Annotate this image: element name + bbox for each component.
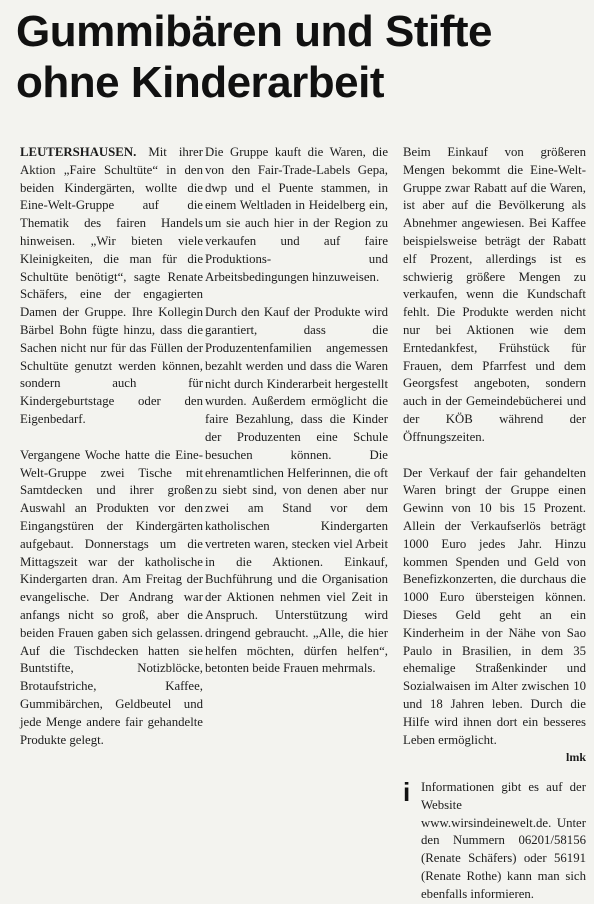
author-initials: lmk xyxy=(565,750,586,765)
article-paragraph-1 xyxy=(20,144,203,429)
info-text: Informationen gibt es auf der Website www.wirsindeinewelt.de. Unter den Nummern 06201/58156 (Renate Schäfers) oder 56191 (Renate Rothe) kann man sich ebenfalls informieren. xyxy=(421,780,586,901)
article-dateline: LEUTERSHAUSEN. xyxy=(20,145,137,159)
article-column-1 xyxy=(20,144,203,747)
article-paragraph-3: Die Gruppe kauft die Waren, die von den Fair-Trade-Labels Gepa, dwp und el Puente stammen, in einem Weltladen in Heidelberg ein, um sie auch hier in der Region zu verkaufen und auf faire Produktions- und Arbeitsbedingungen hinzuweisen. xyxy=(205,145,388,284)
article-paragraph-5: Beim Einkauf von größeren Mengen bekommt die Eine-Welt-Gruppe zwar Rabatt auf die Waren, ist aber auf die Bevölkerung als Abnehmer angewiesen. Bei Kaffee beispielsweise beträgt der Rabatt elf Prozent, allerdings ist es schwierig größere Mengen zu verkaufen, wenn die Kundschaft fehlt. Die Produkte werden nicht nur bei Aktionen wie dem Erntedankfest, Frühstück für Frauen, dem Pfarrfest und dem Georgsfest angeboten, sondern auch in der Gemeindebücherei und der KÖB während der Öffnungszeiten. xyxy=(403,145,586,444)
article-column-3 xyxy=(403,144,586,901)
paragraph-6-text: Der Verkauf der fair gehandelten Waren bringt der Gruppe einen Gewinn von 10 bis 15 Prozent. Allein der Verkaufserlös beträgt 1000 Euro jedes Jahr. Hinzu kommen Spenden und Geld von Benefizkonzerten, die durchaus die 1000 Euro übersteigen können. Dieses Geld geht an ein Kinderheim in der Nähe von Sao Paulo in Brasilien, in dem 35 ehemalige Straßenkinder und Sozialwaisen im Alter zwischen 10 und 18 Jahren leben. Durch die Hilfe wird ihnen dort ein besseres Leben ermöglicht. xyxy=(403,465,586,747)
article-column-2 xyxy=(205,144,388,714)
article-paragraph-6 xyxy=(403,465,586,768)
article-headline: Gummibären und Stifte ohne Kinderarbeit xyxy=(16,7,492,107)
info-box xyxy=(403,779,586,904)
article-paragraph-4: Durch den Kauf der Produkte wird garantiert, dass die Produzentenfamilien angemessen bezahlt werden und dass die Waren nicht durch Kinderarbeit hergestellt wurden. Außerdem ermöglicht die faire Bezahlung, dass die Kinder der Produzenten eine Schule besuchen können. Die ehrenamtlichen Helferinnen, die oft zu siebt sind, von denen aber nur zwei am Stand vor dem katholischen Kindergarten vertreten waren, stecken viel Arbeit in die Aktionen. Einkauf, Buchführung und die Organisation der Aktionen nehmen viel Zeit in Anspruch. Unterstützung wird dringend gebraucht. „Alle, die hier helfen möchten, dürfen helfen“, betonten beide Frauen mehrmals. xyxy=(205,305,388,676)
paragraph-1-text: Mit ihrer Aktion „Faire Schultüte“ in den beiden Kindergärten, wollte die Eine-Welt-Gruppe auf die Thematik des fairen Handels hinweisen. „Wir bieten viele Kleinigkeiten, die man für die Schultüte benötigt“, sagte Renate Schäfers, eine der engagierten Damen der Gruppe. Ihre Kollegin Bärbel Bohn fügte hinzu, dass die Sachen nicht nur für das Füllen der Schultüte genutzt werden können, sondern auch für Kindergeburtstage oder den Eigenbedarf. xyxy=(20,145,203,426)
article-paragraph-2: Vergangene Woche hatte die Eine-Welt-Gruppe zwei Tische mit Samtdecken und ihrer großen Auswahl an Produkten vor den Eingangstüren der Kindergärten aufgebaut. Donnerstags um die Mittagszeit war der katholische Kindergarten dran. Am Freitag der evangelische. Der Andrang war anfangs nicht so groß, aber die beiden Frauen gaben sich gelassen. Auf die Tischdecken hatten sie Buntstifte, Notizblöcke, Brotaufstriche, Kaffee, Gummibärchen, Geldbeutel und jede Menge andere fair gehandelte Produkte gelegt. xyxy=(20,447,203,747)
info-icon: i xyxy=(403,777,411,808)
